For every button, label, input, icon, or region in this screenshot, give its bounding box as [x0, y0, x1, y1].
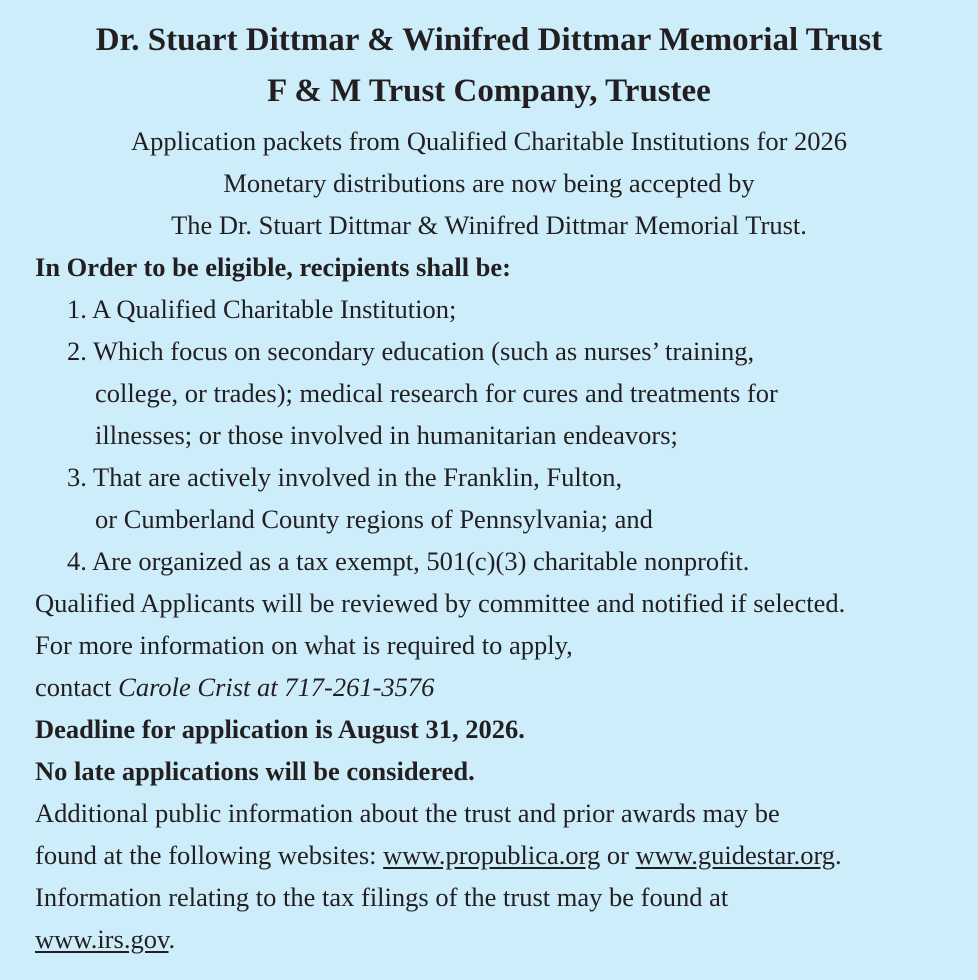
- no-late-text: No late applications will be considered.: [35, 756, 475, 786]
- eligibility-item-2: 2. Which focus on secondary education (such as nurses’ training,: [67, 336, 755, 366]
- additional-info-text: Additional public information about the trust and prior awards may be: [35, 798, 780, 828]
- more-info-text: For more information on what is required to apply,: [35, 630, 573, 660]
- intro-line: Monetary distributions are now being accepted by: [223, 168, 755, 198]
- contact-line: [35, 666, 958, 708]
- eligibility-item-2-cont: college, or trades); medical research for cures and treatments for: [95, 378, 778, 408]
- notice-title: Dr. Stuart Dittmar & Winifred Dittmar Memorial Trust: [95, 22, 883, 58]
- eligibility-item-3-cont: or Cumberland County regions of Pennsylvania; and: [95, 504, 653, 534]
- eligibility-item-1: 1. A Qualified Charitable Institution;: [67, 294, 457, 324]
- contact-name-phone: Carole Crist at 717-261-3576: [118, 672, 435, 702]
- irs-line: [35, 918, 958, 960]
- period: .: [835, 840, 842, 870]
- guidestar-link[interactable]: www.guidestar.org: [635, 840, 836, 870]
- or-text: or: [600, 840, 636, 870]
- websites-line: [35, 834, 958, 876]
- eligibility-heading: In Order to be eligible, recipients shall be:: [35, 252, 512, 282]
- tax-info-text: Information relating to the tax filings of the trust may be found at: [35, 882, 729, 912]
- eligibility-item-3: 3. That are actively involved in the Franklin, Fulton,: [67, 462, 623, 492]
- eligibility-item-4: 4. Are organized as a tax exempt, 501(c)(3) charitable nonprofit.: [67, 546, 750, 576]
- contact-prefix: contact: [35, 672, 119, 702]
- intro-line: The Dr. Stuart Dittmar & Winifred Dittmar Memorial Trust.: [171, 210, 807, 240]
- websites-prefix: found at the following websites:: [35, 840, 384, 870]
- review-text: Qualified Applicants will be reviewed by committee and notified if selected.: [35, 588, 846, 618]
- irs-link[interactable]: www.irs.gov: [35, 924, 169, 954]
- deadline-text: Deadline for application is August 31, 2026.: [35, 714, 525, 744]
- period: .: [168, 924, 176, 954]
- notice-subtitle: F & M Trust Company, Trustee: [267, 73, 711, 109]
- eligibility-item-2-cont: illnesses; or those involved in humanitarian endeavors;: [95, 420, 678, 450]
- propublica-link[interactable]: www.propublica.org: [383, 840, 601, 870]
- intro-line: Application packets from Qualified Charitable Institutions for 2026: [130, 126, 848, 156]
